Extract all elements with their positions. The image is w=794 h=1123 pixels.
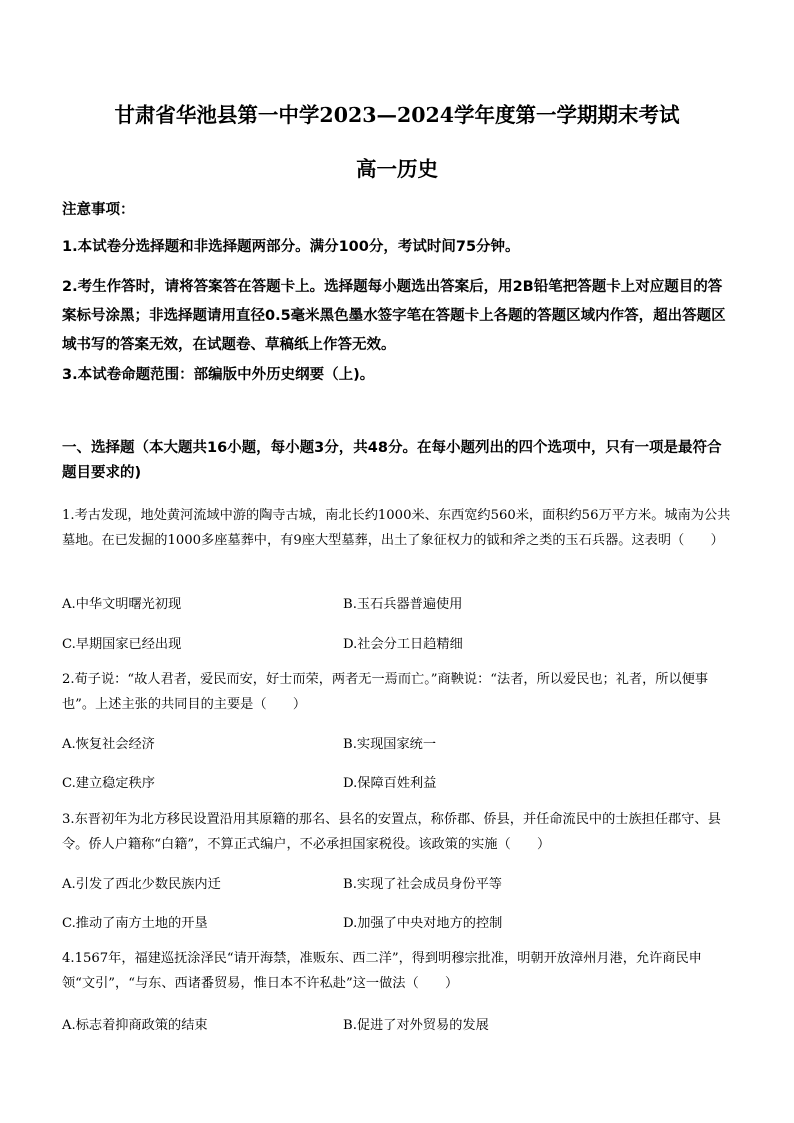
question-3-option-b: B.实现了社会成员身份平等 (343, 877, 502, 892)
note-item-3: 3.本试卷命题范围：部编版中外历史纲要（上)。 (62, 367, 375, 383)
question-1-option-b: B.玉石兵器普遍使用 (343, 597, 463, 612)
question-4-option-b: B.促进了对外贸易的发展 (343, 1018, 489, 1033)
question-1-option-a: A.中华文明曙光初现 (62, 597, 182, 612)
question-3-option-c: C.推动了南方土地的开垦 (62, 916, 208, 931)
question-2-option-d: D.保障百姓利益 (343, 776, 437, 791)
section-heading: 一、选择题（本大题共16小题，每小题3分，共48分。在每小题列出的四个选项中，只有一项是最符合题目要求的) (62, 440, 722, 481)
question-1-option-d: D.社会分工日趋精细 (343, 637, 463, 652)
subject-title: 高一历史 (356, 157, 438, 181)
question-2-option-b: B.实现国家统一 (343, 737, 437, 752)
question-1-option-c: C.早期国家已经出现 (62, 637, 182, 652)
notes-heading: 注意事项： (62, 202, 135, 218)
question-3-option-d: D.加强了中央对地方的控制 (343, 916, 503, 931)
question-4-option-a: A.标志着抑商政策的结束 (62, 1018, 208, 1033)
question-2-stem: 2.荀子说：“故人君者，爱民而安，好士而荣，两者无一焉而亡。”商鞅说：“法者，所以爱民也；礼者，所以便事也”。上述主张的共同目的主要是（ ） (62, 672, 709, 712)
question-2-option-c: C.建立稳定秩序 (62, 776, 155, 791)
note-item-1: 1.本试卷分选择题和非选择题两部分。满分100分，考试时间75分钟。 (62, 239, 520, 255)
exam-title: 甘肃省华池县第一中学2023—2024学年度第一学期期末考试 (114, 103, 680, 127)
question-4-stem: 4.1567年，福建巡抚涂泽民“请开海禁，准贩东、西二洋”，得到明穆宗批准，明朝开放漳州月港，允许商民申领“文引”，“与东、西诸番贸易，惟日本不许私赴”这一做法（ ） (62, 951, 702, 991)
question-2-option-a: A.恢复社会经济 (62, 737, 155, 752)
question-3-stem: 3.东晋初年为北方移民设置沿用其原籍的那名、县名的安置点，称侨郡、侨县，并任命流民中的士族担任郡守、县令。侨人户籍称“白籍”，不算正式编户，不必承担国家税役。该政策的实施（ ） (62, 812, 721, 852)
question-1-stem: 1.考古发现，地处黄河流域中游的陶寺古城，南北长约1000米、东西宽约560米，面积约56万平方米。城南为公共墓地。在已发掘的1000多座墓葬中，有9座大型墓葬，出土了象征权力的钺和斧之类的玉石兵器。这表明（ ） (62, 508, 731, 548)
question-3-option-a: A.引发了西北少数民族内迁 (62, 877, 221, 892)
note-item-2: 2.考生作答时，请将答案答在答题卡上。选择题每小题选出答案后，用2B铅笔把答题卡上对应题目的答案标号涂黑；非选择题请用直径0.5毫米黑色墨水签字笔在答题卡上各题的答题区域内作答，超出答题区域书写的答案无效，在试题卷、草稿纸上作答无效。 (62, 279, 726, 353)
